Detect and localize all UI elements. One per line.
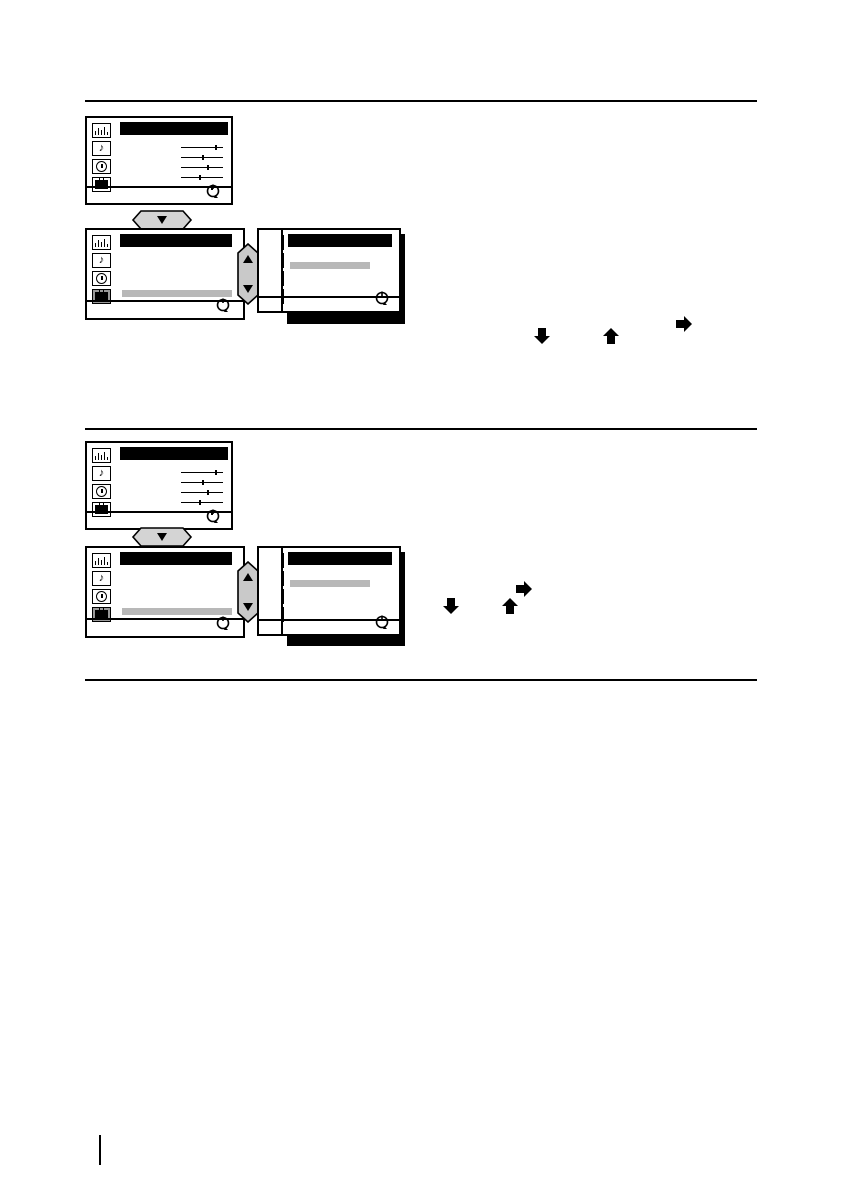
timer-icon[interactable]: [92, 271, 111, 286]
picture-icon[interactable]: [92, 448, 111, 463]
osd-s2-top-footer-line: [85, 511, 233, 513]
osd-s1-top-footer-line: [85, 186, 233, 188]
slider-knob[interactable]: [199, 175, 201, 180]
menu-row-highlight[interactable]: [122, 290, 232, 297]
osd-title-band: [120, 234, 232, 247]
clock-glyph: [96, 486, 107, 497]
slider-knob[interactable]: [207, 490, 209, 495]
osd-s2-third-footer-line: [257, 619, 401, 621]
picture-icon-bars: [95, 452, 109, 460]
slider-track[interactable]: [181, 177, 223, 178]
jog-down-control-s2[interactable]: [131, 526, 193, 548]
return-icon[interactable]: [374, 614, 390, 630]
clock-glyph: [96, 161, 107, 172]
osd-window-s1-second[interactable]: [85, 228, 245, 320]
sound-icon[interactable]: ♪: [92, 253, 111, 268]
slider-knob[interactable]: [207, 165, 209, 170]
osd-window-s1-top[interactable]: [85, 116, 233, 205]
osd-window-s1-third[interactable]: [281, 228, 401, 313]
osd-window-s1-third-iconframe: [257, 228, 283, 313]
osd-window-s2-second[interactable]: [85, 546, 245, 638]
slider-knob[interactable]: [202, 155, 204, 160]
menu-row-highlight[interactable]: [290, 580, 370, 587]
slider-knob[interactable]: [215, 470, 217, 475]
osd-s1-second-footer-line: [85, 300, 245, 302]
osd-window-s2-top[interactable]: [85, 441, 233, 530]
top-rule: [85, 100, 757, 102]
sound-icon[interactable]: ♪: [92, 466, 111, 481]
bottom-rule: [85, 679, 757, 681]
arrow-right-icon-s2: [513, 578, 535, 600]
menu-row-highlight[interactable]: [290, 262, 370, 269]
osd-title-band: [120, 552, 232, 565]
setup-icon[interactable]: [92, 177, 111, 192]
picture-icon-bars: [95, 127, 109, 135]
picture-icon-bars: [95, 239, 109, 247]
slider-track[interactable]: [181, 492, 223, 493]
osd-s1-third-footer-line: [257, 296, 401, 298]
timer-icon[interactable]: [92, 589, 111, 604]
timer-icon[interactable]: [92, 484, 111, 499]
picture-icon[interactable]: [92, 553, 111, 568]
osd-title-band: [288, 552, 392, 565]
osd-s2-second-footer-line: [85, 618, 245, 620]
sound-icon[interactable]: ♪: [92, 571, 111, 586]
picture-icon[interactable]: [92, 235, 111, 250]
osd-title-band: [288, 234, 392, 247]
setup-icon[interactable]: [92, 502, 111, 517]
arrow-up-icon-s1: [600, 325, 622, 347]
clock-glyph: [96, 273, 107, 284]
slider-knob[interactable]: [202, 480, 204, 485]
arrow-right-icon-s1: [673, 313, 695, 335]
slider-knob[interactable]: [199, 500, 201, 505]
picture-icon-bars: [95, 557, 109, 565]
return-icon[interactable]: [374, 290, 390, 306]
osd-title-band: [120, 447, 228, 460]
sound-icon[interactable]: ♪: [92, 141, 111, 156]
page-margin-bar: [99, 1135, 101, 1165]
clock-glyph: [96, 591, 107, 602]
osd-title-band: [120, 122, 228, 135]
timer-icon[interactable]: [92, 159, 111, 174]
osd-window-s2-third-iconframe: [257, 546, 283, 636]
picture-icon[interactable]: [92, 123, 111, 138]
slider-knob[interactable]: [215, 145, 217, 150]
osd-window-s2-third[interactable]: [281, 546, 401, 636]
middle-rule: [85, 428, 757, 430]
slider-track[interactable]: [181, 502, 223, 503]
arrow-down-icon-s1: [531, 325, 553, 347]
arrow-down-icon-s2: [440, 595, 462, 617]
menu-row-highlight[interactable]: [122, 608, 232, 615]
slider-track[interactable]: [181, 167, 223, 168]
